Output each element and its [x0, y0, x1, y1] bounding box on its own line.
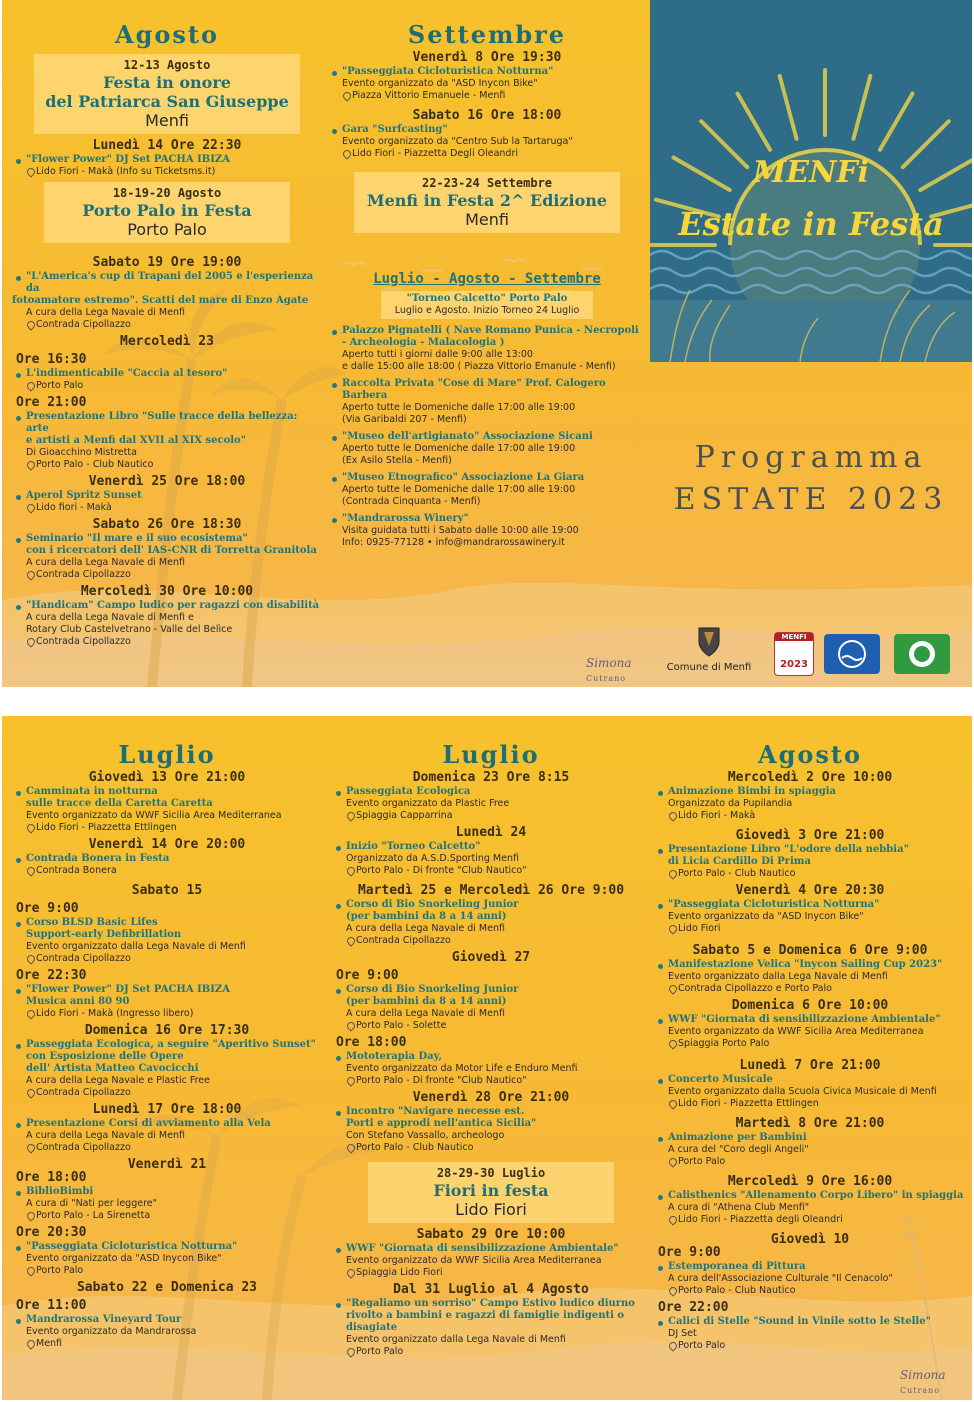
day-heading: Lunedì 7 Ore 21:00: [739, 1058, 881, 1073]
event-title: con i ricercatori dell' IAS-CNR di Torretta Granitola: [26, 545, 317, 556]
box-place: Menfi: [145, 111, 189, 130]
event-title: Musica anni 80 90: [26, 996, 130, 1007]
event-title: "Flower Power" DJ Set PACHA IBIZA: [26, 984, 230, 995]
day-heading: Sabato 29 Ore 10:00: [416, 1227, 566, 1242]
event-item: [332, 841, 650, 877]
event-item: [332, 984, 650, 1032]
event-place: Porto Palo - Club Nautico: [668, 1285, 966, 1297]
event-desc: Di Gioacchino Mistretta: [26, 447, 137, 458]
event-item: [332, 1051, 650, 1087]
event-desc: Aperto tutte le Domeniche dalle 17:00 alle 19:00: [342, 443, 576, 454]
day-heading: Mercoledì 9 Ore 16:00: [727, 1174, 893, 1189]
program-title: Programma: [694, 440, 928, 475]
event-title: rivolto a bambini e ragazzi di famiglie indigenti o: [346, 1310, 625, 1321]
event-place: Lido Fiori - Makà (Info su Ticketsms.it): [26, 166, 322, 178]
event-title: (per bambini da 8 a 14 anni): [346, 996, 507, 1007]
event-item: [328, 513, 646, 549]
event-place: Contrada Cipollazzo: [26, 319, 322, 331]
box-title: Porto Palo in Festa: [82, 201, 252, 220]
time-heading: Ore 18:00: [336, 1035, 407, 1050]
event-title: Passeggiata Ecologica, a seguire "Aperitivo Sunset": [26, 1039, 316, 1050]
day-heading: Sabato 15: [131, 883, 203, 898]
event-item: [332, 899, 650, 947]
event-title: sulle tracce della Caretta Caretta: [26, 798, 213, 809]
event-title: e artisti a Menfi dal XVII al XIX secolo": [26, 435, 246, 446]
event-title: "Flower Power" DJ Set PACHA IBIZA: [26, 154, 230, 165]
box-place: Porto Palo: [127, 220, 207, 239]
event-item: [654, 844, 966, 880]
event-highlight-box: [368, 1162, 614, 1223]
event-desc: A cura della Lega Navale di Menfi e: [26, 612, 194, 623]
event-item: [328, 472, 646, 508]
event-place: Porto Palo - Di fronte "Club Nautico": [346, 865, 650, 877]
column-luglio-1: [12, 716, 322, 1400]
signature-name: Simona: [900, 1368, 946, 1382]
event-title: con Esposizione delle Opere: [26, 1051, 184, 1062]
event-title: "Passeggiata Cicloturistica Notturna": [342, 66, 554, 77]
event-place: Spiaggia Lido Fiori: [346, 1267, 650, 1279]
event-place: Contrada Cipollazzo: [346, 935, 650, 947]
month-heading: Luglio: [442, 740, 540, 769]
event-title: Passeggiata Ecologica: [346, 786, 471, 797]
event-item: [328, 378, 646, 426]
column-agosto: [12, 0, 322, 687]
event-desc: Organizzato da A.S.D.Sporting Menfi: [346, 853, 519, 864]
event-desc: Evento organizzato da "ASD Inycon Bike": [668, 911, 864, 922]
event-title: Corso BLSD Basic Lifes: [26, 917, 158, 928]
day-heading: Domenica 16 Ore 17:30: [84, 1023, 250, 1038]
day-heading: Giovedì 27: [451, 950, 531, 965]
event-title: WWF "Giornata di sensibilizzazione Ambientale": [668, 1014, 941, 1025]
event-desc: e dalle 15:00 alle 18:00 ( Piazza Vittorio Emanule - Menfi): [342, 361, 616, 372]
event-desc: Info: 0925-77128 • info@mandrarossawinery.it: [342, 537, 565, 548]
event-item: [654, 786, 966, 822]
day-heading: Sabato 5 e Domenica 6 Ore 9:00: [692, 943, 928, 958]
event-item: [12, 1241, 322, 1277]
event-desc: A cura della Lega Navale di Menfi: [346, 923, 505, 934]
event-title: disagiate: [346, 1322, 398, 1333]
event-item: [328, 325, 646, 373]
event-desc: Aperto tutte le Domeniche dalle 17:00 alle 19:00: [342, 402, 576, 413]
box-dates: 22-23-24 Settembre: [421, 176, 553, 190]
event-title: Corso di Bio Snorkeling Junior: [346, 984, 519, 995]
event-item: [654, 899, 966, 935]
event-item: [328, 124, 646, 160]
box-title: Menfi in Festa 2^ Edizione: [366, 191, 608, 210]
event-title: Animazione per Bambini: [668, 1132, 807, 1143]
event-desc: A cura della Lega Navale di Menfi: [26, 557, 185, 568]
event-desc: Evento organizzato da "ASD Inycon Bike": [342, 78, 538, 89]
event-place: Spiaggia Porto Palo: [668, 1038, 966, 1050]
event-desc: Evento organizzato dalla Lega Navale di Menfi: [668, 971, 888, 982]
event-place: Lido Fiori - Makà: [668, 810, 966, 822]
event-title: BiblioBimbi: [26, 1186, 94, 1197]
box-place: Lido Fiori: [455, 1200, 527, 1219]
event-place: Contrada Cipollazzo: [26, 569, 322, 581]
event-item: [12, 1186, 322, 1222]
event-desc: Visita guidata tutti i Sabato dalle 10:00 alle 19:00: [342, 525, 579, 536]
signature-name: Simona: [586, 656, 632, 670]
event-desc: Con Stefano Vassallo, archeologo: [346, 1130, 505, 1141]
time-heading: Ore 11:00: [16, 1298, 87, 1313]
event-item: [654, 1074, 966, 1110]
event-highlight-box: [44, 182, 290, 243]
box-dates: 18-19-20 Agosto: [112, 186, 222, 200]
time-heading: Ore 20:30: [16, 1225, 87, 1240]
event-item: [12, 368, 322, 392]
time-heading: Ore 22:30: [16, 968, 87, 983]
event-item: [328, 431, 646, 467]
blue-flag-icon: [824, 634, 880, 674]
hero-title-estate: Estate in Festa: [678, 205, 944, 243]
event-place: Lido Fiori - Piazzetta Degli Oleandri: [342, 148, 646, 160]
event-place: Porto Palo: [668, 1340, 966, 1352]
event-title: Raccolta Privata "Cose di Mare" Prof. Calogero Barbera: [342, 378, 606, 401]
event-item: [332, 1106, 650, 1154]
event-place: Lido Fiori - Piazzetta Ettlingen: [26, 822, 322, 834]
signature: [900, 1368, 946, 1396]
event-desc: (Ex Asilo Stella - Menfi): [342, 455, 452, 466]
logo-text: MENFI: [775, 633, 813, 641]
day-heading: Martedì 8 Ore 21:00: [735, 1116, 885, 1131]
box-title: Fiori in festa: [433, 1181, 549, 1200]
torneo-box: [381, 291, 593, 319]
event-item: [332, 1243, 650, 1279]
box-title: del Patriarca San Giuseppe: [45, 92, 289, 111]
event-title: "Museo dell'artigianato" Associazione Sicani: [342, 431, 593, 442]
event-title: Animazione Bimbi in spiaggia: [668, 786, 836, 797]
event-title: WWF "Giornata di sensibilizzazione Ambientale": [346, 1243, 619, 1254]
day-heading: Domenica 23 Ore 8:15: [412, 770, 570, 785]
column-luglio-2: [332, 716, 650, 1400]
event-desc: Aperto tutti i giorni dalle 9:00 alle 13:00: [342, 349, 533, 360]
event-desc: A cura della Lega Navale di Menfi: [346, 1008, 505, 1019]
day-heading: Sabato 26 Ore 18:30: [92, 517, 242, 532]
brochure-outside: [2, 0, 972, 687]
time-heading: Ore 9:00: [336, 968, 399, 983]
event-place: Spiaggia Capparrina: [346, 810, 650, 822]
event-item: [12, 1314, 322, 1350]
event-place: Lido fiori - Makà: [26, 502, 322, 514]
event-desc: Rotary Club Castelvetrano - Valle del Belìce: [26, 624, 233, 635]
time-heading: Ore 9:00: [658, 1245, 721, 1260]
day-heading: Giovedì 13 Ore 21:00: [88, 770, 246, 785]
event-title: dell' Artista Matteo Cavocicchi: [26, 1063, 199, 1074]
event-title: "L'America's cup di Trapani del 2005 e l'esperienza da: [26, 271, 314, 294]
signature-surname: Cutrano: [586, 674, 627, 683]
event-title: - Archeologia - Malacologia ): [342, 337, 505, 348]
event-title: di Licia Cardillo Di Prima: [668, 856, 811, 867]
event-desc: A cura di "Nati per leggere": [26, 1198, 157, 1209]
event-place: Porto Palo: [26, 1265, 322, 1277]
event-title: Concerto Musicale: [668, 1074, 773, 1085]
event-place: Lido Fiori: [668, 923, 966, 935]
event-title: Mototerapia Day,: [346, 1051, 442, 1062]
day-heading: Lunedì 24: [455, 825, 527, 840]
time-heading: Ore 16:30: [16, 352, 87, 367]
event-item: [12, 154, 322, 178]
event-desc: Evento organizzato da WWF Sicilia Area Mediterranea: [346, 1255, 602, 1266]
event-item: [12, 786, 322, 834]
event-title: Estemporanea di Pittura: [668, 1261, 806, 1272]
day-heading: Giovedì 10: [770, 1232, 850, 1247]
event-title: (per bambini da 8 a 14 anni): [346, 911, 507, 922]
event-item: [12, 490, 322, 514]
day-heading: Sabato 19 Ore 19:00: [92, 255, 242, 270]
day-heading: Domenica 6 Ore 10:00: [731, 998, 889, 1013]
day-heading: Mercoledì 30 Ore 10:00: [80, 584, 254, 599]
event-desc: Evento organizzato da Motor Life e Enduro Menfi: [346, 1063, 578, 1074]
event-desc: DJ Set: [668, 1328, 697, 1339]
day-heading: Venerdì 4 Ore 20:30: [735, 883, 885, 898]
event-desc: Evento organizzato da "Centro Sub la Tartaruga": [342, 136, 573, 147]
event-desc: A cura del "Coro degli Angeli": [668, 1144, 809, 1155]
day-heading: Mercoledì 23: [120, 334, 214, 349]
comune-label: Comune di Menfi: [666, 662, 752, 673]
event-title: Gara "Surfcasting": [342, 124, 448, 135]
event-place: Contrada Cipollazzo: [26, 636, 322, 648]
event-place: Contrada Cipollazzo: [26, 1142, 322, 1154]
event-place: Porto Palo: [668, 1156, 966, 1168]
day-heading: Martedì 25 e Mercoledì 26 Ore 9:00: [357, 883, 625, 898]
event-title: L'indimenticabile "Caccia al tesoro": [26, 368, 228, 379]
event-desc: Evento organizzato dalla Lega Navale di Menfi: [26, 941, 246, 952]
box-title: Festa in onore: [103, 73, 231, 92]
event-desc: Evento organizzato da "ASD Inycon Bike": [26, 1253, 222, 1264]
event-item: [654, 1316, 966, 1352]
event-place: Lido Fiori - Makà (Ingresso libero): [26, 1008, 322, 1020]
event-item: [654, 1190, 966, 1226]
event-title: "Torneo Calcetto" Porto Palo: [406, 293, 568, 304]
event-title: Calisthenics "Allenamento Corpo Libero" in spiaggia: [668, 1190, 964, 1201]
event-place: Piazza Vittorio Emanuele - Menfi: [342, 90, 646, 102]
menfi-2023-logo: [774, 632, 814, 676]
logo-year: 2023: [780, 659, 808, 670]
event-place: Porto Palo: [346, 1346, 650, 1358]
box-place: Menfi: [465, 210, 509, 229]
day-heading: Sabato 22 e Domenica 23: [76, 1280, 257, 1295]
event-place: Porto Palo - Club Nautico: [26, 459, 322, 471]
event-title: Camminata in notturna: [26, 786, 158, 797]
event-title: "Regaliamo un sorriso" Campo Estivo ludico diurno: [346, 1298, 635, 1309]
day-heading: Venerdì 8 Ore 19:30: [412, 50, 562, 65]
event-desc: A cura dell'Associazione Culturale "Il Cenacolo": [668, 1273, 893, 1284]
event-highlight-box: [34, 54, 300, 134]
event-desc: Luglio e Agosto. Inizio Torneo 24 Luglio: [394, 305, 580, 316]
event-place: Porto Palo - La Sirenetta: [26, 1210, 322, 1222]
event-desc: Evento organizzato da Mandrarossa: [26, 1326, 197, 1337]
event-place: Contrada Cipollazzo: [26, 953, 322, 965]
event-title: Inizio "Torneo Calcetto": [346, 841, 481, 852]
event-item: [12, 853, 322, 877]
event-item: [328, 66, 646, 102]
event-item: [12, 1039, 322, 1099]
event-highlight-box: [354, 172, 620, 233]
time-heading: Ore 18:00: [16, 1170, 87, 1185]
event-item: [654, 1132, 966, 1168]
event-title: Aperol Spritz Sunset: [26, 490, 142, 501]
signature: [586, 656, 632, 684]
program-year: ESTATE 2023: [673, 482, 949, 517]
event-item: [12, 917, 322, 965]
event-title: "Passeggiata Cicloturistica Notturna": [668, 899, 880, 910]
day-heading: Venerdì 21: [127, 1157, 207, 1172]
event-title: Seminario "Il mare e il suo ecosistema": [26, 533, 248, 544]
event-title: Contrada Bonera in Festa: [26, 853, 170, 864]
event-title: "Museo Etnografico" Associazione La Giara: [342, 472, 585, 483]
event-desc: (Via Garibaldi 207 - Menfi): [342, 414, 467, 425]
day-heading: Lunedì 17 Ore 18:00: [92, 1102, 242, 1117]
day-heading: Lunedì 14 Ore 22:30: [92, 138, 242, 153]
box-dates: 12-13 Agosto: [123, 58, 211, 72]
event-place: Porto Palo - Club Nautico: [668, 868, 966, 880]
event-title: fotoamatore estremo". Scatti del mare di Enzo Agate: [12, 295, 309, 306]
event-title: Incontro "Navigare necesse est.: [346, 1106, 525, 1117]
month-heading: Settembre: [407, 20, 567, 49]
event-title: Mandrarossa Vineyard Tour: [26, 1314, 182, 1325]
hero-image: [650, 0, 972, 362]
event-item: [12, 533, 322, 581]
event-item: [654, 1261, 966, 1297]
event-desc: A cura della Lega Navale e Plastic Free: [26, 1075, 210, 1086]
month-heading: Agosto: [757, 740, 862, 769]
event-desc: A cura di "Athena Club Menfi": [668, 1202, 810, 1213]
event-item: [12, 271, 322, 331]
time-heading: Ore 21:00: [16, 395, 87, 410]
event-item: [12, 1118, 322, 1154]
event-desc: Evento organizzato dalla Scuola Civica Musicale di Menfi: [668, 1086, 937, 1097]
subheading: Luglio - Agosto - Settembre: [373, 271, 601, 287]
event-title: Presentazione Libro "L'odore della nebbia": [668, 844, 909, 855]
day-heading: Sabato 16 Ore 18:00: [412, 108, 562, 123]
signature-surname: Cutrano: [900, 1386, 941, 1395]
time-heading: Ore 22:00: [658, 1300, 729, 1315]
hero-title-menfi: MENFi: [752, 155, 870, 190]
event-title: Presentazione Corsi di avviamento alla Vela: [26, 1118, 271, 1129]
event-place: Lido Fiori - Piazzetta degli Oleandri: [668, 1214, 966, 1226]
day-heading: Venerdì 14 Ore 20:00: [88, 837, 246, 852]
event-place: Porto Palo: [26, 380, 322, 392]
event-desc: A cura della Lega Navale di Menfi: [26, 307, 185, 318]
month-heading: Agosto: [114, 20, 219, 49]
event-desc: Evento organizzato da WWF Sicilia Area Mediterranea: [668, 1026, 924, 1037]
event-desc: Aperto tutte le Domeniche dalle 17:00 alle 19:00: [342, 484, 576, 495]
event-desc: Organizzato da Pupilandia: [668, 798, 793, 809]
day-heading: Giovedì 3 Ore 21:00: [735, 828, 885, 843]
column-settembre: [328, 0, 646, 687]
event-item: [332, 786, 650, 822]
event-item: [332, 1298, 650, 1358]
event-place: Contrada Cipollazzo: [26, 1087, 322, 1099]
event-item: [654, 1014, 966, 1050]
event-place: Porto Palo - Solette: [346, 1020, 650, 1032]
event-title: "Passeggiata Cicloturistica Notturna": [26, 1241, 238, 1252]
day-heading: Dal 31 Luglio al 4 Agosto: [393, 1282, 589, 1297]
event-title: Palazzo Pignatelli ( Nave Romano Punica - Necropoli: [342, 325, 639, 336]
event-title: "Mandrarossa Winery": [342, 513, 469, 524]
event-place: Menfi: [26, 1338, 322, 1350]
event-title: Porti e approdi nell'antica Sicilia": [346, 1118, 537, 1129]
green-flag-icon: [894, 634, 950, 674]
event-place: Contrada Bonera: [26, 865, 322, 877]
comune-logo: [662, 624, 756, 673]
event-desc: Evento organizzato dalla Lega Navale di Menfi: [346, 1334, 566, 1345]
event-item: [654, 959, 966, 995]
day-heading: Venerdì 28 Ore 21:00: [412, 1090, 570, 1105]
brochure-inside: [2, 716, 972, 1400]
column-agosto: [654, 716, 966, 1400]
day-heading: Venerdì 25 Ore 18:00: [88, 474, 246, 489]
event-title: Support-early Defibrillation: [26, 929, 182, 940]
event-item: [12, 600, 322, 648]
event-desc: A cura della Lega Navale di Menfi: [26, 1130, 185, 1141]
event-item: [12, 411, 322, 471]
event-title: "Handicam" Campo ludico per ragazzi con disabilità: [26, 600, 320, 611]
box-dates: 28-29-30 Luglio: [436, 1166, 546, 1180]
event-place: Lido Fiori - Piazzetta Ettlingen: [668, 1098, 966, 1110]
coat-of-arms-icon: [696, 624, 722, 658]
event-desc: Evento organizzato da Plastic Free: [346, 798, 510, 809]
month-heading: Luglio: [118, 740, 216, 769]
event-place: Porto Palo - Di fronte "Club Nautico": [346, 1075, 650, 1087]
event-title: Manifestazione Velica "Inycon Sailing Cup 2023": [668, 959, 943, 970]
event-title: Corso di Bio Snorkeling Junior: [346, 899, 519, 910]
event-place: Porto Palo - Club Nautico: [346, 1142, 650, 1154]
event-place: Contrada Cipollazzo e Porto Palo: [668, 983, 966, 995]
day-heading: Mercoledì 2 Ore 10:00: [727, 770, 893, 785]
event-desc: Evento organizzato da WWF Sicilia Area Mediterranea: [26, 810, 282, 821]
time-heading: Ore 9:00: [16, 901, 79, 916]
event-desc: (Contrada Cinquanta - Menfi): [342, 496, 481, 507]
event-title: Calici di Stelle "Sound in Vinile sotto le Stelle": [668, 1316, 931, 1327]
event-item: [12, 984, 322, 1020]
event-title: Presentazione Libro "Sulle tracce della bellezza: arte: [26, 411, 298, 434]
